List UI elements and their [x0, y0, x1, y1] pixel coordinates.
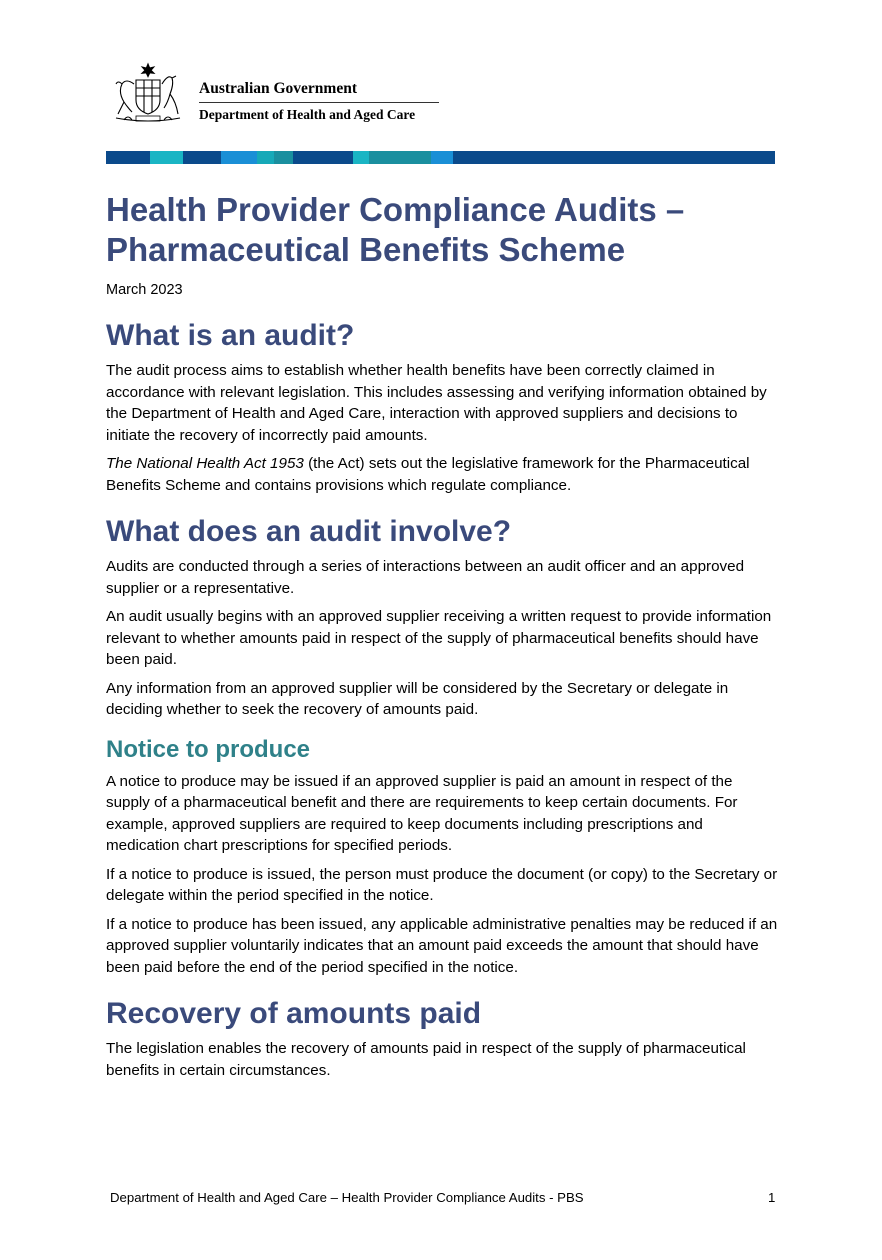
- paragraph: Any information from an approved supplier will be considered by the Secretary or delegate in deciding whether to seek the recovery of amounts paid.: [106, 679, 729, 718]
- paragraph: A notice to produce may be issued if an approved supplier is paid an amount in respect of the supply of a pharmaceutical benefit and there are requirements to keep certain documents. For example, approved suppliers are required to keep documents including prescriptions and medication chart prescriptions for specified periods.: [106, 772, 738, 854]
- page-title: [106, 190, 778, 270]
- publication-date: March 2023: [106, 282, 183, 298]
- main-content: [106, 190, 778, 1088]
- heading-notice-to-produce: Notice to produce: [106, 735, 311, 763]
- band-segment: [106, 151, 150, 164]
- paragraph: The legislation enables the recovery of amounts paid in respect of the supply of pharmaceutical benefits in certain circumstances.: [106, 1040, 746, 1079]
- coat-of-arms-icon: [106, 62, 190, 126]
- title-line-2: Pharmaceutical Benefits Scheme: [106, 231, 626, 268]
- paragraph: An audit usually begins with an approved supplier receiving a written request to provide information relevant to whether amounts paid in respect of the supply of pharmaceutical benefits should have been paid.: [106, 608, 772, 668]
- department-name: Department of Health and Aged Care: [199, 107, 416, 122]
- band-segment: [183, 151, 221, 164]
- paragraph-text: (the Act) sets out the legislative framework for the Pharmaceutical Benefits Scheme and contains provisions which regulate compliance.: [106, 455, 750, 494]
- band-segment: [369, 151, 431, 164]
- government-header: [106, 62, 446, 128]
- paragraph: Audits are conducted through a series of interactions between an audit officer and an approved supplier or a representative.: [106, 558, 745, 597]
- header-divider: [199, 102, 439, 103]
- act-title: The National Health Act 1953: [106, 455, 304, 472]
- heading-what-does-an-audit-involve: What does an audit involve?: [106, 515, 512, 548]
- decorative-color-band: [106, 151, 775, 164]
- heading-recovery-of-amounts-paid: Recovery of amounts paid: [106, 997, 482, 1030]
- heading-what-is-an-audit: What is an audit?: [106, 319, 355, 352]
- paragraph: [106, 453, 778, 496]
- band-segment: [453, 151, 775, 164]
- page-number: 1: [768, 1190, 776, 1205]
- band-segment: [274, 151, 293, 164]
- paragraph: If a notice to produce has been issued, any applicable administrative penalties may be reduced if an approved supplier voluntarily indicates that an amount paid exceeds the amount that should have been paid before the end of the period specified in the notice.: [106, 915, 778, 976]
- paragraph: If a notice to produce is issued, the person must produce the document (or copy) to the Secretary or delegate within the period specified in the notice.: [106, 865, 778, 904]
- band-segment: [431, 151, 453, 164]
- title-line-1: Health Provider Compliance Audits –: [106, 191, 685, 228]
- band-segment: [221, 151, 257, 164]
- band-segment: [353, 151, 369, 164]
- footer-text: Department of Health and Aged Care – Health Provider Compliance Audits - PBS: [110, 1190, 584, 1205]
- government-name: Australian Government: [199, 80, 358, 97]
- band-segment: [257, 151, 274, 164]
- paragraph: The audit process aims to establish whether health benefits have been correctly claimed in accordance with relevant legislation. This includes assessing and verifying information obtained by the Department of Health and Aged Care, interaction with approved suppliers and decisions to initiate the recovery of incorrectly paid amounts.: [106, 362, 767, 444]
- band-segment: [150, 151, 183, 164]
- band-segment: [293, 151, 353, 164]
